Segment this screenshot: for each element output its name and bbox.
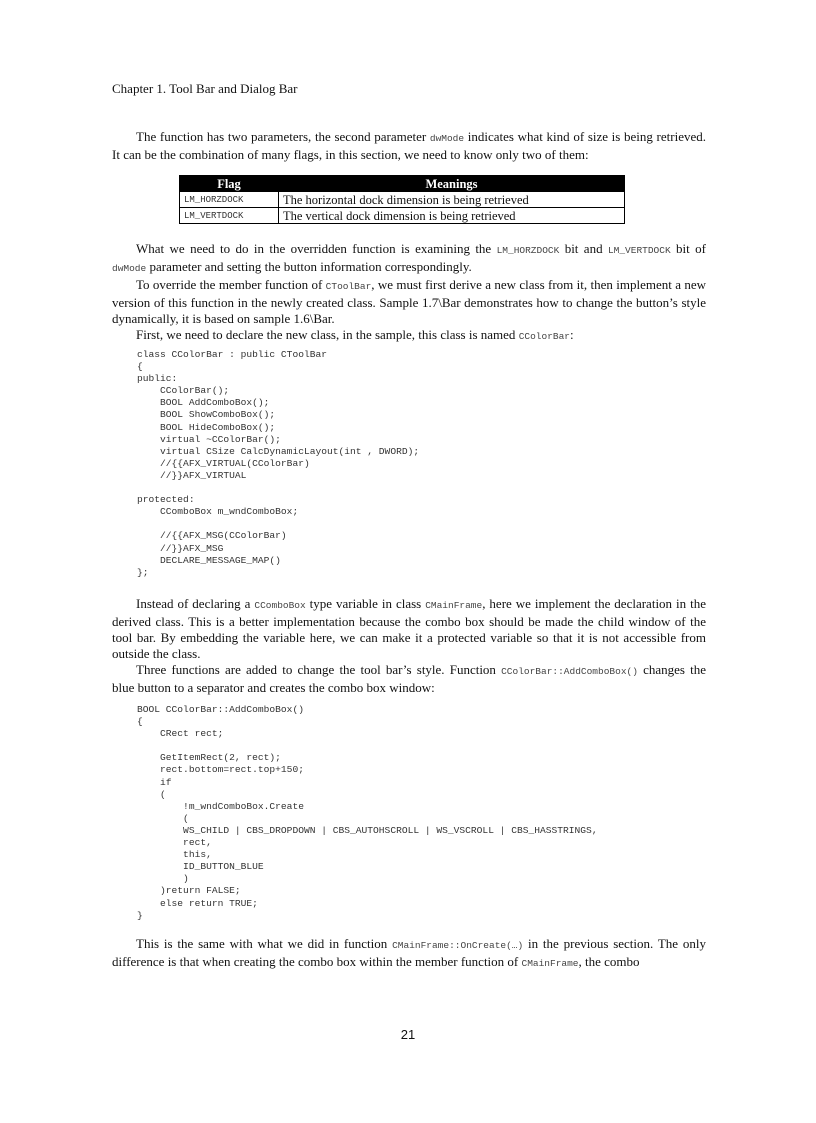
text-run: What we need to do in the overridden function is examining the	[136, 241, 497, 256]
paragraph-instead-of-declaring	[112, 596, 706, 662]
paragraph-same-as-oncreate	[112, 936, 706, 972]
text-run: , here we implement the declaration in the derived class. This is a better implementation because the combo box should be made the child window of the tool bar. By embedding the variable here, we can make it a protected variable so that it is not accessible from outside the class.	[112, 596, 706, 661]
header-meanings: Meanings	[279, 176, 625, 192]
text-run: indicates what kind of size is being retrieved. It can be the combination of many flags, in this section, we need to know only two of them:	[112, 129, 707, 162]
text-run: The function has two parameters, the second parameter	[136, 129, 430, 144]
table-row	[180, 208, 625, 224]
paragraph-derive-class	[112, 277, 706, 327]
text-run: bit of	[670, 241, 706, 256]
text-run: in the previous section. The only difference is that when creating the combo box within the member function of	[112, 936, 706, 969]
text-run: changes the blue button to a separator and creates the combo box window:	[112, 662, 706, 695]
code-block-add-combobox: BOOL CColorBar::AddComboBox() { CRect rect; GetItemRect(2, rect); rect.bottom=rect.top+150; if ( !m_wndComboBox.Create ( WS_CHILD | CBS_DROPDOWN | CBS_AUTOHSCROLL | WS_VSCROLL | CBS_HASSTRINGS, rect, this, ID_BUTTON_BLUE ) )return FALSE; else return TRUE; }	[137, 704, 598, 921]
paragraph-examine-bits	[112, 241, 706, 277]
text-run: To override the member function of	[136, 277, 326, 292]
inline-code: CMainFrame	[521, 958, 579, 969]
inline-code: dwMode	[112, 263, 147, 274]
table-cell-flag: LM_VERTDOCK	[180, 208, 279, 224]
table-header-row	[180, 176, 625, 192]
inline-code: LM_HORZDOCK	[496, 245, 560, 256]
page-number: 21	[400, 1027, 416, 1042]
flags-table	[179, 175, 625, 224]
paragraph-three-functions	[112, 662, 706, 696]
text-run: , the combo	[578, 954, 640, 969]
inline-code: CComboBox	[254, 600, 306, 611]
paragraph-block-override	[112, 241, 706, 345]
table-cell-meaning: The horizontal dock dimension is being retrieved	[279, 192, 625, 208]
table-cell-meaning: The vertical dock dimension is being retrieved	[279, 208, 625, 224]
text-run: parameter and setting the button information correspondingly.	[146, 259, 472, 274]
inline-code: CColorBar::AddComboBox()	[501, 666, 638, 677]
text-run: This is the same with what we did in function	[136, 936, 393, 951]
inline-code: LM_VERTDOCK	[607, 245, 671, 256]
chapter-header: Chapter 1. Tool Bar and Dialog Bar	[112, 81, 298, 96]
inline-code: CMainFrame::OnCreate(…)	[392, 940, 524, 951]
inline-code: CToolBar	[325, 281, 372, 292]
paragraph-parameters	[112, 129, 706, 163]
text-run: , we must first derive a new class from it, then implement a new version of this function in the newly created class. Sample 1.7\Bar demonstrates how to change the button’s style dynamically, it is based on sample 1.6\Bar.	[112, 277, 706, 326]
paragraph-declare-class	[112, 327, 706, 345]
text-run: type variable in class	[305, 596, 426, 611]
code-block-class-declaration: class CColorBar : public CToolBar { public: CColorBar(); BOOL AddComboBox(); BOOL ShowComboBox(); BOOL HideComboBox(); virtual ~CColorBar(); virtual CSize CalcDynamicLayout(int , DWORD); //{{AFX_VIRTUAL(CColorBar) //}}AFX_VIRTUAL protected: CComboBox m_wndComboBox; //{{AFX_MSG(CColorBar) //}}AFX_MSG DECLARE_MESSAGE_MAP() };	[137, 349, 420, 578]
paragraph-block-combobox	[112, 596, 706, 696]
text-run: bit and	[559, 241, 608, 256]
text-run: First, we need to declare the new class, in the sample, this class is named	[136, 327, 519, 342]
table-cell-flag: LM_HORZDOCK	[180, 192, 279, 208]
inline-code: dwMode	[429, 133, 465, 144]
text-run: Instead of declaring a	[136, 596, 255, 611]
inline-code: CColorBar	[518, 331, 570, 342]
table-row	[180, 192, 625, 208]
text-run: :	[570, 327, 574, 342]
inline-code: CMainFrame	[425, 600, 483, 611]
header-flag: Flag	[180, 176, 279, 192]
text-run: Three functions are added to change the tool bar’s style. Function	[136, 662, 502, 677]
